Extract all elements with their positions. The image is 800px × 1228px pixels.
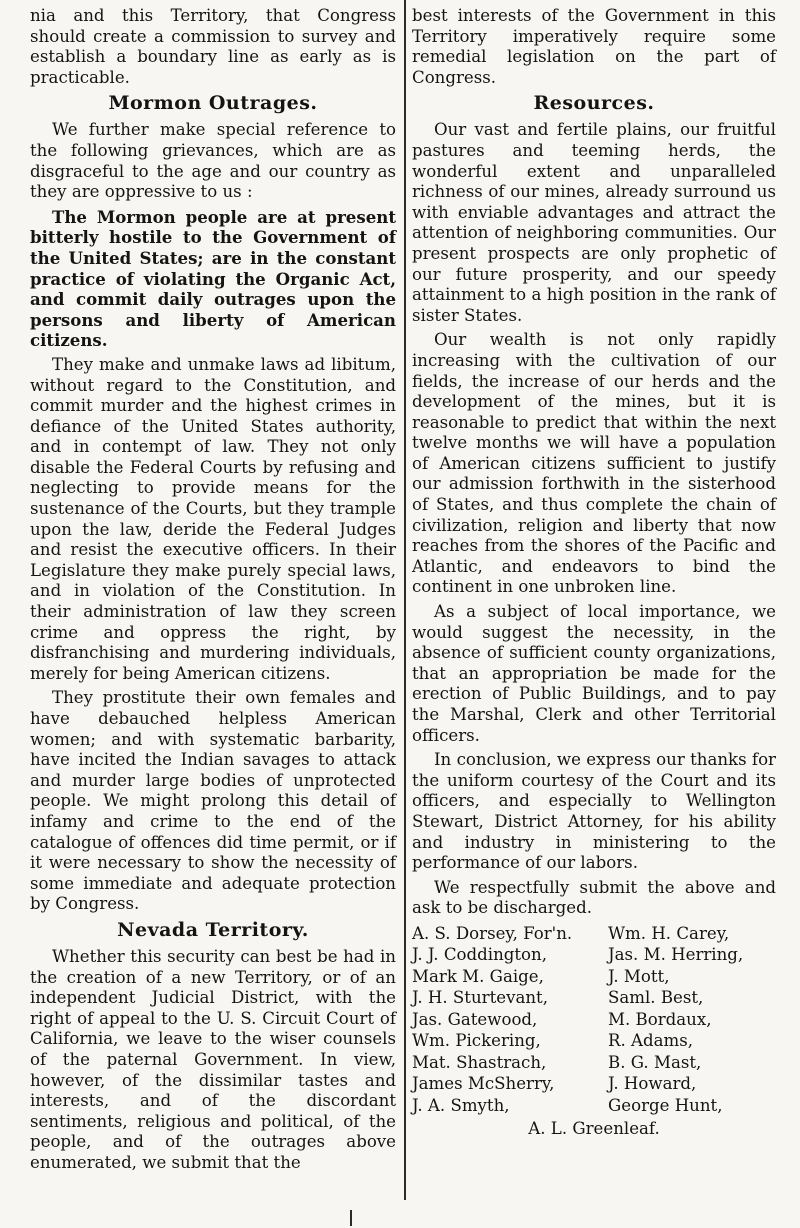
signatory-name: Jas. Gatewood, [412,1009,538,1029]
signatory-row [412,944,776,966]
heading-nevada-territory: Nevada Territory. [117,918,309,941]
right-paragraph-conclusion: In conclusion, we express our thanks for the uniform courtesy of the Court and its officers, and especially to Wellington Stewart, District Attorney, for his ability and industry in ministering to the performance of our labors. [412,750,776,873]
signatory-name: Wm. Pickering, [412,1031,541,1051]
right-paragraph-continued: best interests of the Government in this Territory imperatively require some remedial legislation on the part of Congress. [412,6,776,87]
left-paragraph-laws: They make and unmake laws ad libitum, without regard to the Constitution, and commit murder and the highest crimes in defiance of the United States authority, and in contempt of law. They not only disable the Federal Courts by refusing and neglecting to provide means for the sustenance of the Courts, but they trample upon the law, deride the Federal Judges and resist the executive officers. In their Legislature they make purely special laws, and in violation of the Constitution. In their administration of law they screen crime and oppress the right, by disfranchising and murdering individuals, merely for being American citizens. [30,354,396,683]
signatory-name: Mark M. Gaige, [412,966,544,986]
signatory-name: J. Howard, [608,1074,697,1094]
signatory-row [412,1052,776,1074]
signatories-list [412,923,776,1140]
signatory-name: R. Adams, [608,1031,694,1051]
right-paragraph-submit: We respectfully submit the above and ask to be discharged. [412,877,776,918]
left-paragraph-prostitute: They prostitute their own females and have debauched helpless American women; and with systematic barbarity, have incited the Indian savages to attack and murder large bodies of unprotected people. We might prolong this detail of infamy and crime to the end of the catalogue of offences did time permit, or if it were necessary to show the necessity of some immediate and adequate protection by Congress. [30,688,396,914]
right-column [412,6,776,1140]
signatory-name: George Hunt, [608,1095,723,1115]
signatory-row [412,1030,776,1052]
signatory-name: Mat. Shastrach, [412,1052,547,1072]
left-paragraph-grievances: We further make special reference to the following grievances, which are as disgraceful to the age and our country as they are oppressive to us : [30,120,396,202]
signatory-name: B. G. Mast, [608,1052,702,1072]
signatory-row [412,1095,776,1117]
signatory-name: Wm. H. Carey, [608,923,730,943]
signatory-name: M. Bordaux, [608,1009,712,1029]
signatory-name: J. Mott, [608,966,670,986]
signatory-row [412,1009,776,1031]
signatory-name: J. A. Smyth, [412,1095,510,1115]
heading-resources: Resources. [533,92,655,115]
bottom-rule-mark [350,1210,352,1226]
right-paragraph-plains: Our vast and fertile plains, our fruitful pastures and teeming herds, the wonderful extent and unparalleled richness of our mines, already surround us with enviable advantages and attract the attention of neighboring communities. Our present prospects are only prophetic of our future prosperity, and our speedy attainment to a high position in the rank of sister States. [412,120,776,325]
left-paragraph-hostile: The Mormon people are at present bitterly hostile to the Government of the United States; are in the constant practice of violating the Organic Act, and commit daily outrages upon the persons and liberty of American citizens. [30,206,396,351]
right-paragraph-local: As a subject of local importance, we would suggest the necessity, in the absence of sufficient county organizations, that an appropriation be made for the erection of Public Buildings, and to pay the Marshal, Clerk and other Territorial officers. [412,602,776,745]
left-paragraph-security: Whether this security can best be had in the creation of a new Territory, or of an independent Judicial District, with the right of appeal to the U. S. Circuit Court of California, we leave to the wiser counsels of the paternal Government. In view, however, of the dissimilar tastes and interests, and of the discordant sentiments, religious and political, of the people, and of the outrages above enumerated, we submit that the [30,946,396,1172]
signatory-last: A. L. Greenleaf. [528,1119,660,1139]
signatory-row [412,987,776,1009]
signatory-row [412,966,776,988]
signatory-name: A. S. Dorsey, For'n. [412,923,573,943]
signatory-name: J. J. Coddington, [412,945,547,965]
heading-mormon-outrages: Mormon Outrages. [108,92,318,115]
signatory-name: Saml. Best, [608,988,704,1008]
signatory-row [412,923,776,945]
column-divider [404,0,406,1200]
right-paragraph-wealth: Our wealth is not only rapidly increasing with the cultivation of our fields, the increase of our herds and the development of the mines, but it is reasonable to predict that within the next twelve months we will have a population of American citizens sufficient to justify our admission forthwith in the sisterhood of States, and thus complete the chain of civilization, religion and liberty that now reaches from the shores of the Pacific and Atlantic, and endeavors to bind the continent in one unbroken line. [412,330,776,597]
signatory-name: Jas. M. Herring, [608,945,744,965]
left-paragraph-continued: nia and this Territory, that Congress should create a commission to survey and establish a boundary line as early as is practicable. [30,6,396,87]
left-column [30,6,396,1177]
signatory-name: James McSherry, [412,1074,555,1094]
signatory-name: J. H. Sturtevant, [412,988,548,1008]
signatory-row [412,1073,776,1095]
